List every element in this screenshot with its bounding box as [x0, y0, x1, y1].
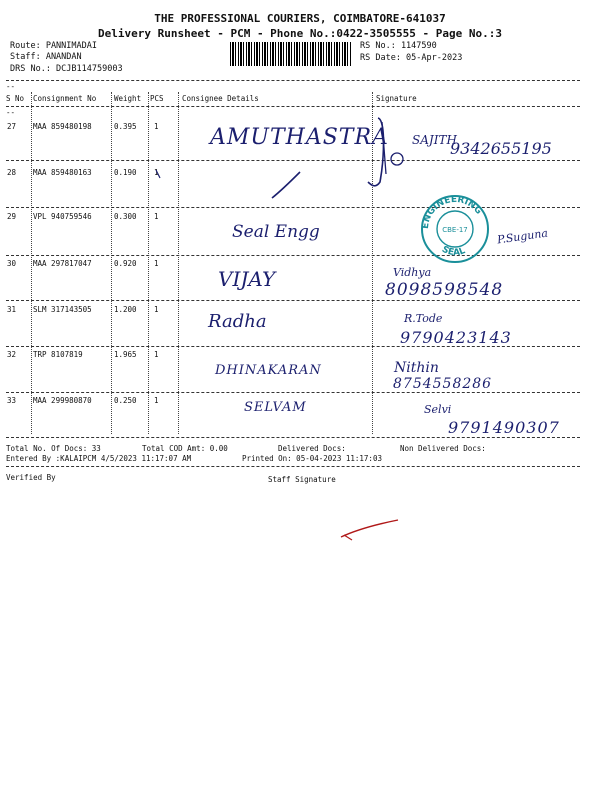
non-delivered-docs: Non Delivered Docs:	[400, 444, 486, 453]
col-consignee: Consignee Details	[182, 94, 259, 103]
row-weight: 1.200	[114, 305, 137, 314]
delivered-docs: Delivered Docs:	[278, 444, 346, 453]
signature-name: Nithin	[394, 360, 439, 376]
row-consignment: VPL 940759546	[33, 212, 92, 221]
row-pcs: 1	[154, 259, 159, 268]
row-sno: 33	[7, 396, 17, 405]
total-cod: Total COD Amt: 0.00	[142, 444, 228, 453]
row-weight: 0.190	[114, 168, 137, 177]
col-sno: S No	[6, 94, 25, 103]
row-consignment: SLM 317143505	[33, 305, 92, 314]
row-weight: 0.920	[114, 259, 137, 268]
row-consignment: MAA 299980870	[33, 396, 92, 405]
signature-phone: 9342655195	[450, 139, 552, 158]
signature-phone: 9791490307	[448, 418, 560, 437]
signature-name: Vidhya	[393, 266, 432, 279]
staff-signature: Staff Signature	[268, 475, 336, 484]
row-weight: 0.395	[114, 122, 137, 131]
row-pcs: 1	[154, 168, 159, 177]
verified-by: Verified By	[6, 473, 56, 482]
row-consignment: MAA 859480198	[33, 122, 92, 131]
col-weight: Weight	[114, 94, 142, 103]
company-name: THE PROFESSIONAL COURIERS, COIMBATORE-641037	[154, 12, 446, 25]
consignee-handwriting: SELVAM	[244, 400, 307, 415]
svg-text:ENGINEERING	[421, 195, 484, 230]
printed-on: Printed On: 05-04-2023 11:17:03	[242, 454, 382, 463]
row-pcs: 1	[154, 212, 159, 221]
row-weight: 0.300	[114, 212, 137, 221]
signature-phone: 8754558286	[393, 376, 493, 392]
drs-number: DRS No.: DCJB114759003	[10, 64, 123, 74]
signature-name: Selvi	[424, 403, 452, 416]
row-sno: 29	[7, 212, 17, 221]
total-docs: Total No. Of Docs: 33	[6, 444, 101, 453]
signature-phone: 9790423143	[400, 328, 512, 347]
staff-label: Staff: ANANDAN	[10, 52, 82, 62]
row-pcs: 1	[154, 350, 159, 359]
stamp-center-text: CBE-17	[442, 226, 468, 234]
consignee-handwriting: Radha	[208, 311, 267, 332]
stamp-bottom-text: SEAL	[440, 244, 467, 259]
signature-name: R.Tode	[404, 312, 443, 325]
entered-by: Entered By :KALAIPCM 4/5/2023 11:17:07 AM	[6, 454, 192, 463]
row-sno: 31	[7, 305, 17, 314]
row-sno: 30	[7, 259, 17, 268]
row-pcs: 1	[154, 122, 159, 131]
row-pcs: 1	[154, 305, 159, 314]
signature-name: SAJITH	[412, 133, 457, 147]
seal-stamp	[420, 194, 490, 264]
col-pcs: PCS	[150, 94, 164, 103]
row-consignment: MAA 297817047	[33, 259, 92, 268]
row-sno: 32	[7, 350, 17, 359]
stamp-top-text: ENGINEERING	[420, 194, 484, 230]
consignee-handwriting: DHINAKARAN	[215, 363, 322, 378]
runsheet-title: Delivery Runsheet - PCM - Phone No.:0422-3505555 - Page No.:3	[98, 27, 502, 40]
consignee-handwriting: AMUTHASTRA	[210, 125, 389, 150]
row-pcs: 1	[154, 396, 159, 405]
row-weight: 1.965	[114, 350, 137, 359]
signature-phone: 8098598548	[385, 280, 504, 300]
consignee-handwriting: Seal Engg	[232, 222, 320, 242]
col-consignment: Consignment No	[33, 94, 97, 103]
consignee-handwriting: VIJAY	[218, 267, 276, 291]
row-consignment: TRP 8107819	[33, 350, 83, 359]
row-consignment: MAA 859480163	[33, 168, 92, 177]
row-sno: 28	[7, 168, 17, 177]
signature-name: P.Suguna	[496, 226, 549, 247]
col-signature: Signature	[376, 94, 417, 103]
rs-date: RS Date: 05-Apr-2023	[360, 53, 463, 63]
route-label: Route: PANNIMADAI	[10, 41, 97, 51]
row-weight: 0.250	[114, 396, 137, 405]
rs-number: RS No.: 1147590	[360, 41, 437, 51]
row-sno: 27	[7, 122, 17, 131]
